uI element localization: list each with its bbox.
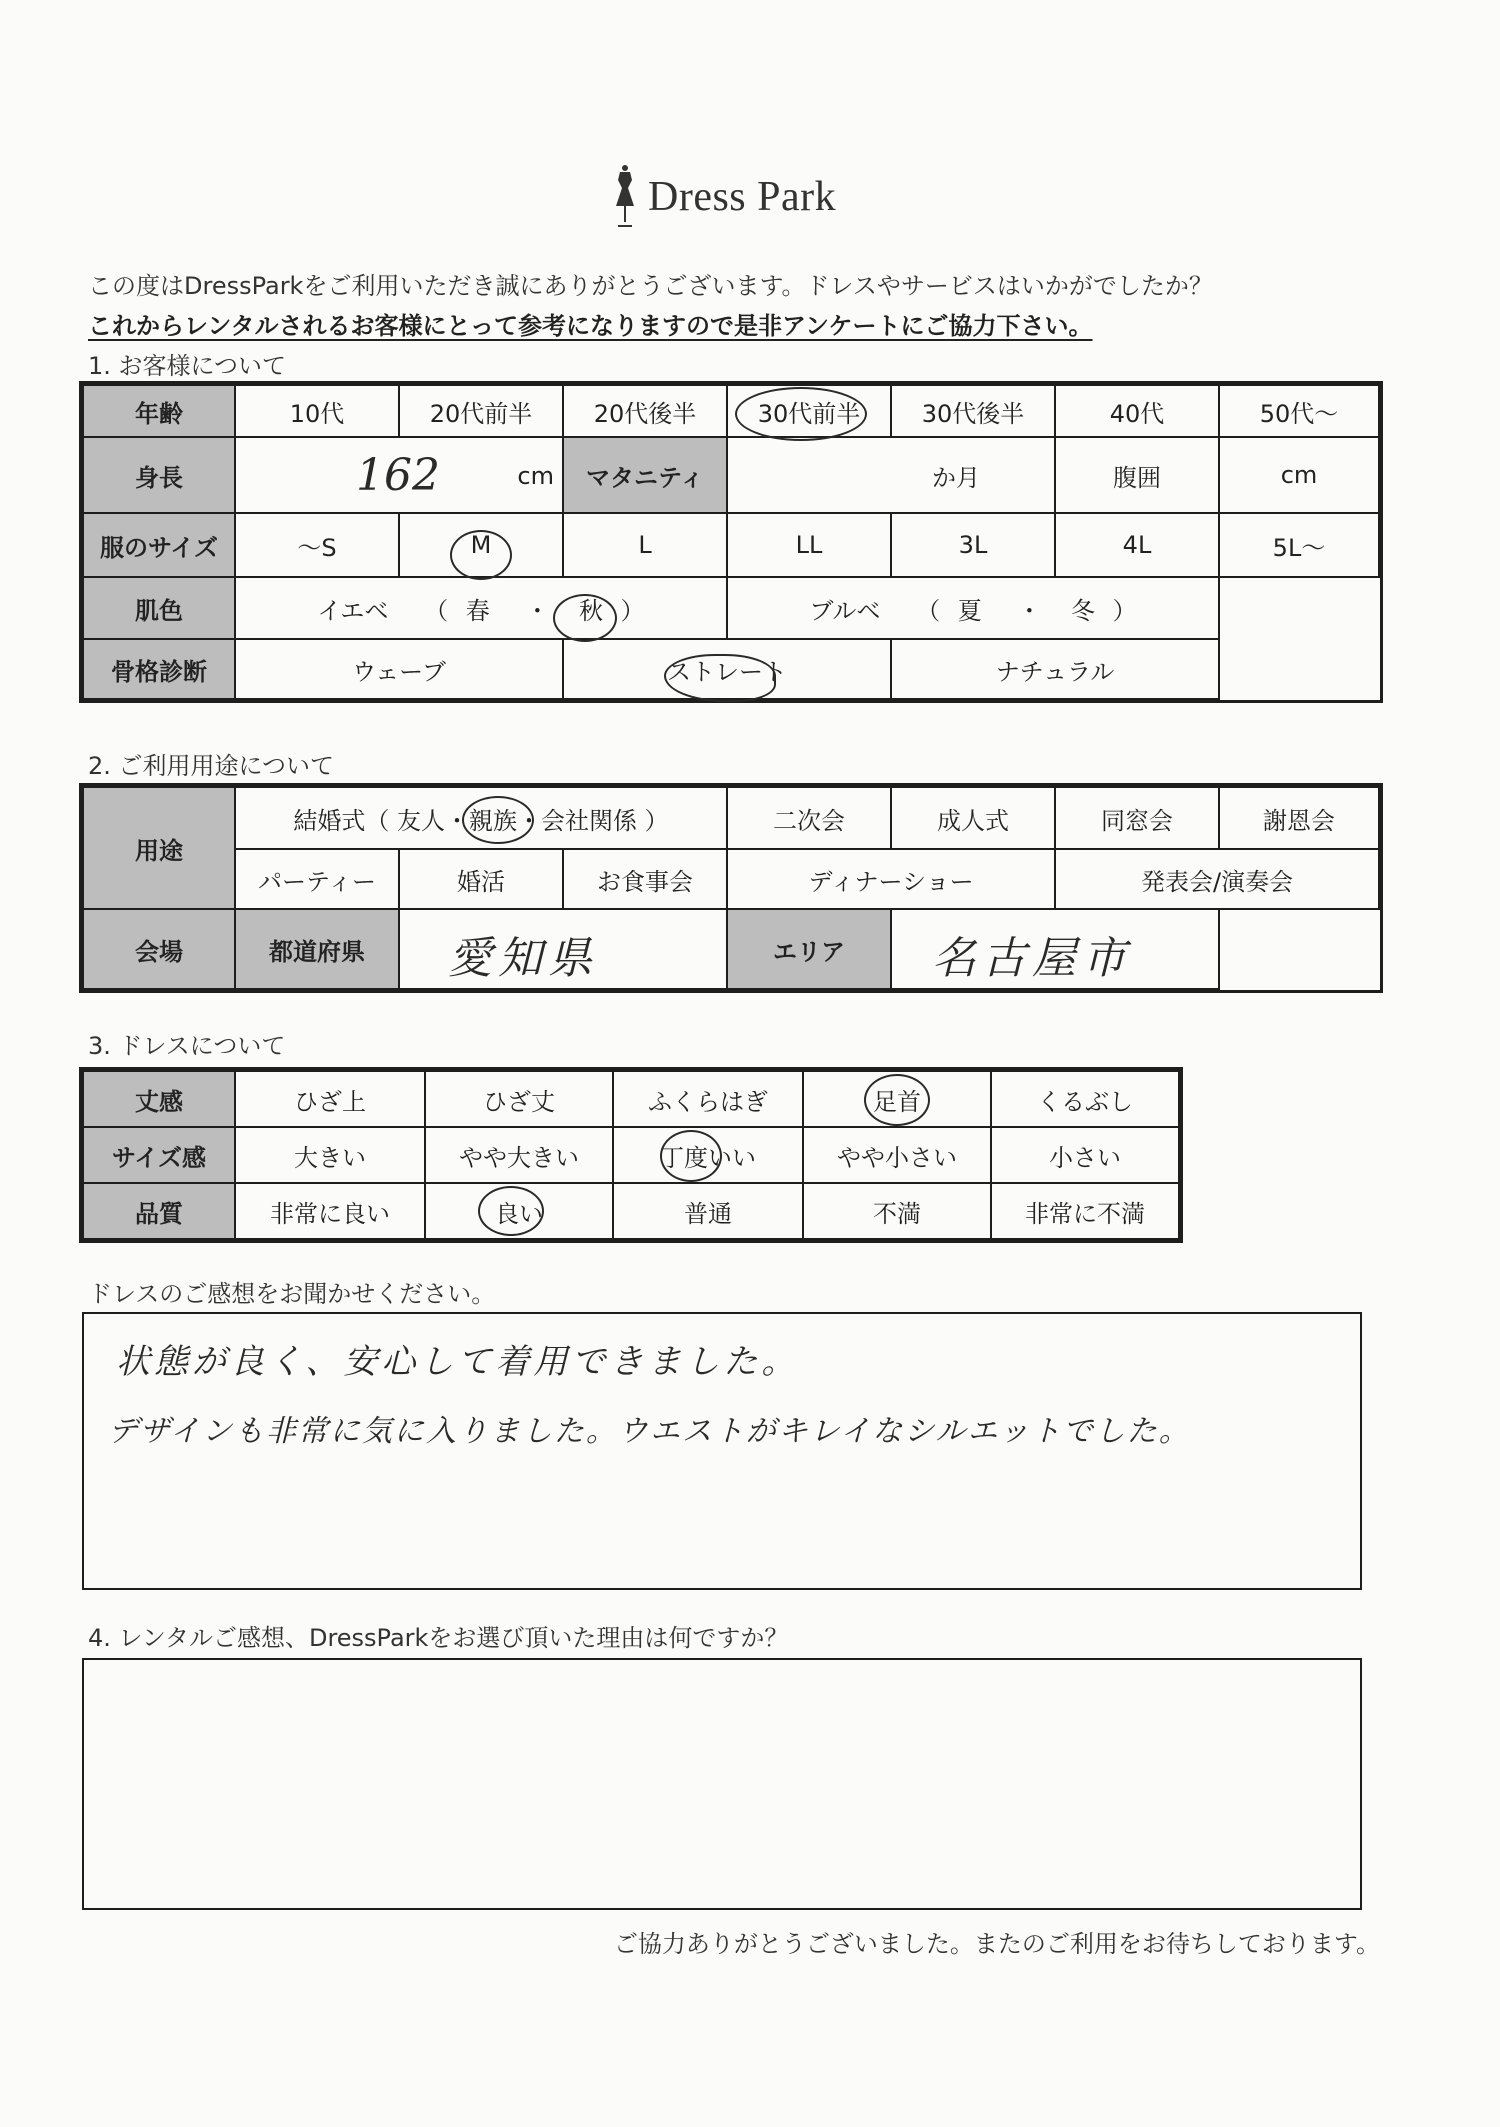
area-value: 名古屋市 bbox=[932, 933, 1133, 984]
wedding-option[interactable] bbox=[235, 787, 727, 849]
dress-comment-box[interactable] bbox=[82, 1312, 1362, 1590]
fit-option[interactable]: やや小さい bbox=[803, 1127, 991, 1183]
autumn-option-selected[interactable]: 秋 bbox=[578, 596, 603, 625]
usage-option[interactable]: 二次会 bbox=[727, 787, 891, 849]
usage-option[interactable]: ディナーショー bbox=[727, 849, 1055, 909]
length-option[interactable]: ひざ丈 bbox=[425, 1071, 613, 1127]
paren-close: ） bbox=[1112, 596, 1137, 625]
skeleton-label: 骨格診断 bbox=[83, 639, 235, 699]
usage-option[interactable]: 同窓会 bbox=[1055, 787, 1219, 849]
size-option-selected[interactable]: M bbox=[399, 513, 563, 577]
wedding-relatives-selected[interactable]: 親族 bbox=[469, 806, 518, 835]
height-label: 身長 bbox=[83, 437, 235, 513]
quality-option[interactable]: 非常に良い bbox=[235, 1183, 425, 1239]
spring-option[interactable]: 春 bbox=[465, 596, 490, 625]
usage-option[interactable]: 謝恩会 bbox=[1219, 787, 1379, 849]
comment-line: デザインも非常に気に入りました。ウエストがキレイなシルエットでした。 bbox=[108, 1414, 1191, 1449]
quality-label: 品質 bbox=[83, 1183, 235, 1239]
length-option[interactable]: ふくらはぎ bbox=[613, 1071, 803, 1127]
age-option[interactable]: 20代前半 bbox=[399, 385, 563, 437]
intro-message: この度はDressParkをご利用いただき誠にありがとうございます。ドレスやサービスはいかがでしたか？ bbox=[88, 272, 1213, 300]
fit-label: サイズ感 bbox=[83, 1127, 235, 1183]
skin-label: 肌色 bbox=[83, 577, 235, 639]
intro-request: これからレンタルされるお客様にとって参考になりますので是非アンケートにご協力下さい。 bbox=[88, 312, 1093, 340]
height-row bbox=[83, 437, 1379, 513]
size-option[interactable]: 5L～ bbox=[1219, 513, 1379, 577]
venue-label: 会場 bbox=[83, 909, 235, 989]
customer-table bbox=[82, 384, 1380, 700]
age-option[interactable]: 50代～ bbox=[1219, 385, 1379, 437]
area-label: エリア bbox=[727, 909, 891, 989]
venue-row bbox=[83, 909, 1379, 989]
prefecture-value: 愛知県 bbox=[448, 933, 598, 984]
height-unit: cm bbox=[517, 462, 554, 490]
size-option[interactable]: 3L bbox=[891, 513, 1055, 577]
comment-line: 状態が良く、安心して着用できました。 bbox=[116, 1342, 800, 1382]
paren-open: （ bbox=[424, 596, 449, 625]
skeleton-option[interactable]: ウェーブ bbox=[235, 639, 563, 699]
height-field[interactable] bbox=[235, 437, 563, 513]
paren-close: ） bbox=[620, 596, 645, 625]
size-row bbox=[83, 513, 1379, 577]
usage-option[interactable]: パーティー bbox=[235, 849, 399, 909]
length-row bbox=[83, 1071, 1179, 1127]
quality-option[interactable]: 非常に不満 bbox=[991, 1183, 1179, 1239]
usage-table bbox=[82, 786, 1380, 990]
quality-option[interactable]: 不満 bbox=[803, 1183, 991, 1239]
age-option-selected[interactable]: 30代前半 bbox=[727, 385, 891, 437]
area-field[interactable] bbox=[891, 909, 1219, 989]
comment-prompt: ドレスのご感想をお聞かせください。 bbox=[88, 1280, 496, 1308]
section3-title: 3. ドレスについて bbox=[88, 1032, 286, 1060]
length-option[interactable]: ひざ上 bbox=[235, 1071, 425, 1127]
skin-row bbox=[83, 577, 1379, 639]
maternity-label: マタニティ bbox=[563, 437, 727, 513]
footer-message: ご協力ありがとうございました。またのご利用をお待ちしております。 bbox=[613, 1930, 1380, 1958]
paren-open: （ bbox=[916, 596, 941, 625]
length-option[interactable]: くるぶし bbox=[991, 1071, 1179, 1127]
summer-option[interactable]: 夏 bbox=[957, 596, 982, 625]
section2-title: 2. ご利用用途について bbox=[88, 752, 335, 780]
brand-name: Dress Park bbox=[648, 174, 837, 220]
fit-row bbox=[83, 1127, 1179, 1183]
prefecture-field[interactable] bbox=[399, 909, 727, 989]
fit-option[interactable]: 小さい bbox=[991, 1127, 1179, 1183]
size-option[interactable]: LL bbox=[727, 513, 891, 577]
separator-dot: ・ bbox=[1017, 596, 1042, 625]
skeleton-option[interactable]: ナチュラル bbox=[891, 639, 1219, 699]
skeleton-option-selected[interactable]: ストレート bbox=[563, 639, 891, 699]
maternity-months[interactable]: か月 bbox=[727, 437, 1055, 513]
prefecture-label: 都道府県 bbox=[235, 909, 399, 989]
usage-label: 用途 bbox=[83, 787, 235, 909]
separator-dot: ・ bbox=[525, 596, 550, 625]
winter-option[interactable]: 冬 bbox=[1070, 596, 1095, 625]
age-option[interactable]: 10代 bbox=[235, 385, 399, 437]
blue-base-option[interactable] bbox=[727, 577, 1219, 639]
length-label: 丈感 bbox=[83, 1071, 235, 1127]
usage-option[interactable]: お食事会 bbox=[563, 849, 727, 909]
yellow-base-name: イエベ bbox=[317, 596, 389, 625]
quality-option[interactable]: 普通 bbox=[613, 1183, 803, 1239]
reason-answer-box[interactable] bbox=[82, 1658, 1362, 1910]
waist-unit[interactable]: cm bbox=[1219, 437, 1379, 513]
skeleton-row bbox=[83, 639, 1379, 699]
age-label: 年齢 bbox=[83, 385, 235, 437]
age-option[interactable]: 40代 bbox=[1055, 385, 1219, 437]
fit-option[interactable]: 大きい bbox=[235, 1127, 425, 1183]
age-option[interactable]: 20代後半 bbox=[563, 385, 727, 437]
fit-option[interactable]: やや大きい bbox=[425, 1127, 613, 1183]
usage-option[interactable]: 発表会/演奏会 bbox=[1055, 849, 1379, 909]
size-option[interactable]: 4L bbox=[1055, 513, 1219, 577]
age-option[interactable]: 30代後半 bbox=[891, 385, 1055, 437]
blue-base-name: ブルベ bbox=[809, 596, 881, 625]
yellow-base-option[interactable] bbox=[235, 577, 727, 639]
wedding-prefix: 結婚式（ 友人・ bbox=[293, 806, 470, 835]
brand-logo bbox=[610, 162, 850, 232]
fit-option-selected[interactable]: 丁度いい bbox=[613, 1127, 803, 1183]
size-option[interactable]: ～S bbox=[235, 513, 399, 577]
waist-label: 腹囲 bbox=[1055, 437, 1219, 513]
wedding-suffix: ・会社関係 ） bbox=[517, 806, 669, 835]
length-option-selected[interactable]: 足首 bbox=[803, 1071, 991, 1127]
quality-option-selected[interactable]: 良い bbox=[425, 1183, 613, 1239]
section4-title: 4. レンタルご感想、DressParkをお選び頂いた理由は何ですか？ bbox=[88, 1624, 789, 1652]
size-option[interactable]: L bbox=[563, 513, 727, 577]
age-row bbox=[83, 385, 1379, 437]
usage-option[interactable]: 成人式 bbox=[891, 787, 1055, 849]
dress-form-icon bbox=[610, 162, 640, 232]
size-label: 服のサイズ bbox=[83, 513, 235, 577]
height-value: 162 bbox=[356, 450, 440, 501]
section1-title: 1. お客様について bbox=[88, 352, 287, 380]
quality-row bbox=[83, 1183, 1179, 1239]
usage-option[interactable]: 婚活 bbox=[399, 849, 563, 909]
dress-table bbox=[82, 1070, 1180, 1240]
